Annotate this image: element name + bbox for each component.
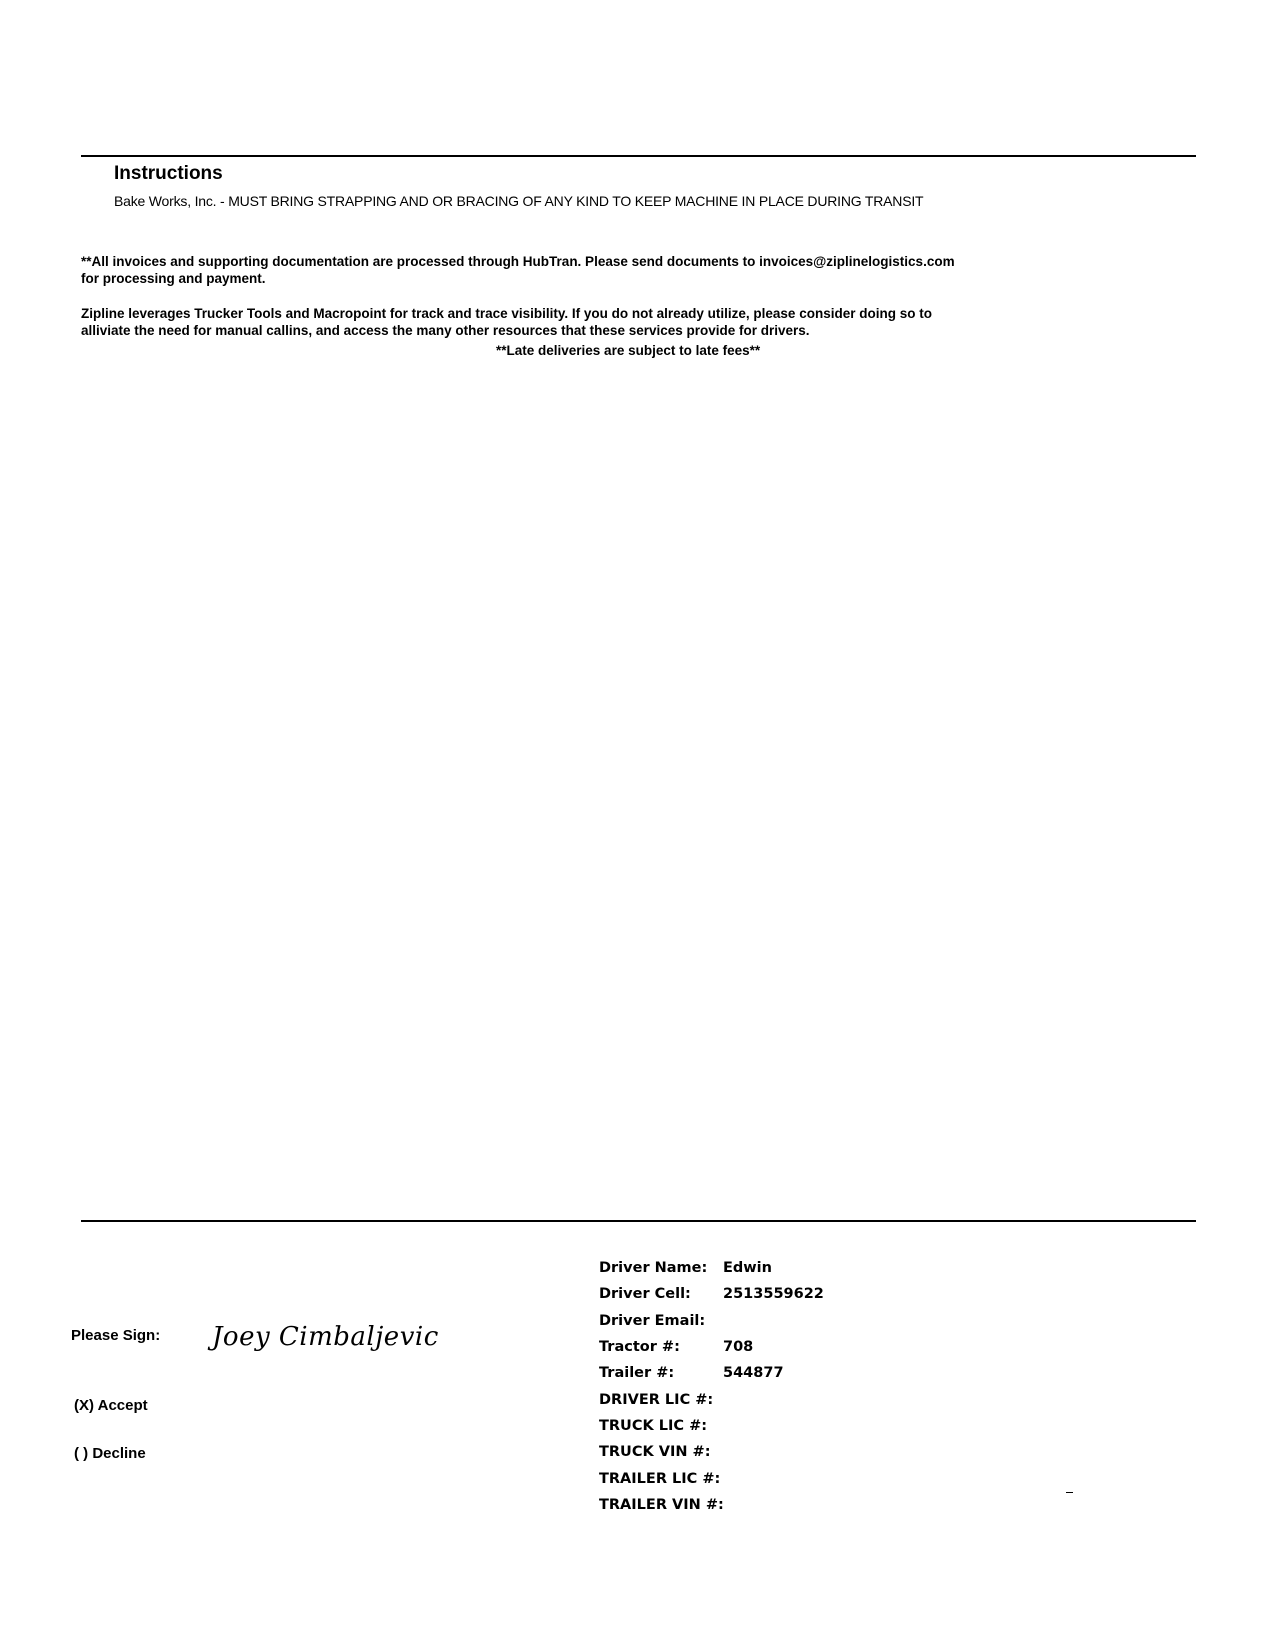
instructions-heading: Instructions <box>114 163 223 184</box>
signature: Joey Cimbaljevic <box>212 1322 439 1352</box>
info-label: TRAILER LIC #: <box>599 1470 721 1487</box>
driver-cell-row <box>599 1281 824 1307</box>
info-label: Trailer #: <box>599 1365 675 1382</box>
info-value: 544877 <box>723 1365 784 1382</box>
bottom-divider <box>81 1220 1196 1222</box>
info-label: TRAILER VIN #: <box>599 1496 724 1513</box>
info-label: Driver Cell: <box>599 1286 691 1303</box>
driver-info-table <box>599 1255 824 1518</box>
stray-mark <box>1066 1492 1073 1493</box>
accept-option[interactable]: (X) Accept <box>74 1397 148 1414</box>
late-fee-note: **Late deliveries are subject to late fees** <box>496 343 761 358</box>
info-label: Driver Email: <box>599 1312 706 1329</box>
info-value: 2513559622 <box>723 1286 824 1303</box>
info-label: DRIVER LIC #: <box>599 1391 714 1408</box>
driver-name-row <box>599 1255 824 1281</box>
info-label: TRUCK LIC #: <box>599 1417 708 1434</box>
info-value: 708 <box>723 1339 754 1356</box>
truck-vin-row <box>599 1439 824 1465</box>
trailer-lic-row <box>599 1465 824 1491</box>
tracking-note <box>81 305 932 339</box>
info-label: Driver Name: <box>599 1260 708 1277</box>
info-label: TRUCK VIN #: <box>599 1444 711 1461</box>
tractor-row <box>599 1334 824 1360</box>
driver-email-row <box>599 1308 824 1334</box>
top-divider <box>81 155 1196 157</box>
trailer-vin-row <box>599 1492 824 1518</box>
instructions-text: Bake Works, Inc. - MUST BRING STRAPPING AND OR BRACING OF ANY KIND TO KEEP MACHINE IN PLACE DURING TRANSIT <box>114 193 924 209</box>
invoice-note <box>81 253 955 287</box>
tracking-note-line-2: alliviate the need for manual callins, and access the many other resources that these services provide for drivers. <box>81 323 810 338</box>
info-label: Tractor #: <box>599 1339 680 1356</box>
tracking-note-line-1: Zipline leverages Trucker Tools and Macropoint for track and trace visibility. If you do not already utilize, please consider doing so to <box>81 306 932 321</box>
driver-lic-row <box>599 1386 824 1412</box>
invoice-note-line-1: **All invoices and supporting documentation are processed through HubTran. Please send documents to invoices@ziplinelogistics.com <box>81 254 955 269</box>
invoice-note-line-2: for processing and payment. <box>81 271 266 286</box>
truck-lic-row <box>599 1413 824 1439</box>
decline-option[interactable]: ( ) Decline <box>74 1445 146 1462</box>
info-value: Edwin <box>723 1260 772 1277</box>
please-sign-label: Please Sign: <box>71 1327 161 1344</box>
trailer-row <box>599 1360 824 1386</box>
